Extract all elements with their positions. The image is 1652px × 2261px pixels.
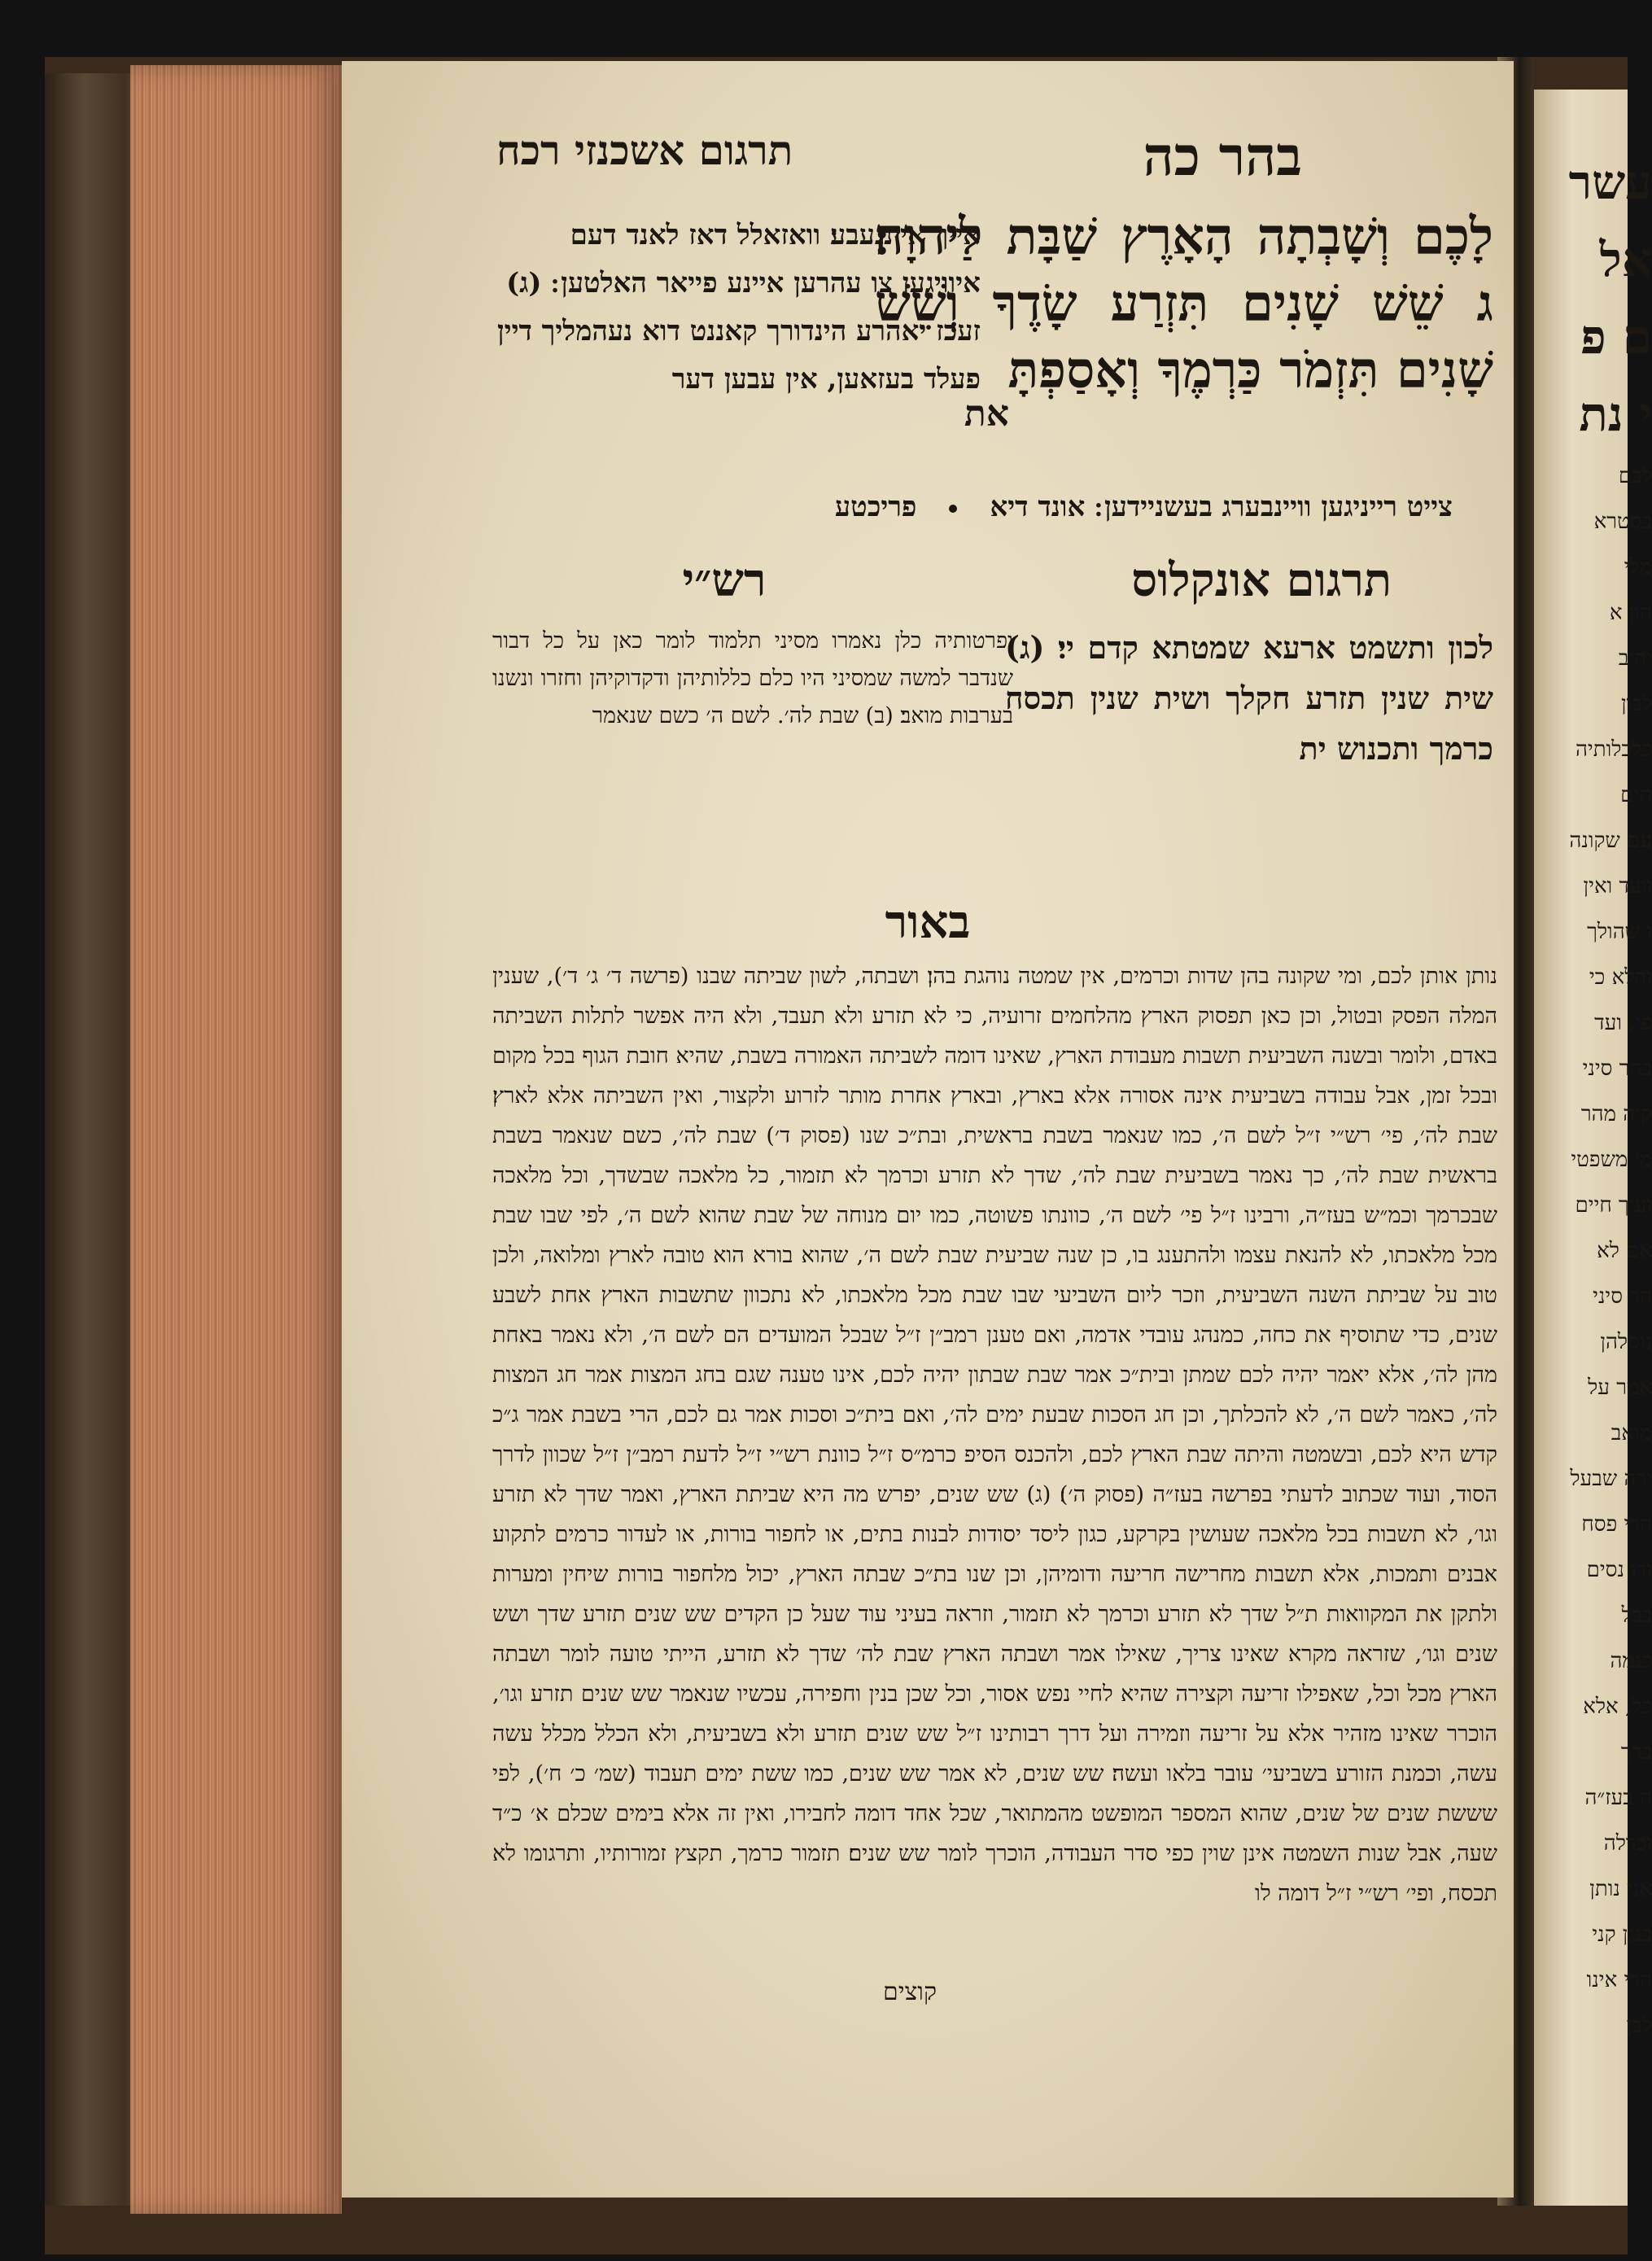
next-page-text-fragment: כלכלותיה — [1575, 737, 1652, 762]
next-page-text-fragment: יהיב — [1618, 646, 1652, 671]
biur-commentary: נותן אותן לכם, ומי שקונה בהן שדות וכרמים, אין שמטה נוהגת בהן׃ ושבתה, לשון שביתה שבנו (פרשה ד׳ ג׳ ד׳), שענין המלה הפסק ובטול, וכן כאן תפסוק הארץ מהלחמים זרועיה, כי לא תזרע ולא תעבד, ולא היה אפשר לתלות השביתה באדם, ולומר ובשנה השביעית תשבות מעבודת הארץ, שאינו דומה לשביתה האמורה בשבת, שהיא חובת הגוף בכל מקום ובכל זמן, אבל עבודה בשביעית אינה אסורה אלא בארץ, ובארץ אחרת מותר לזרוע ולקצור, ואין השביתה אלא לארץ׃ שבת לה׳, פי׳ רש״י ז״ל לשם ה׳, כמו שנאמר בשבת בראשית, ובת״כ שנו (פסוק ד׳) שבת לה׳, כשם שנאמר בשבת בראשית שבת לה׳, כך נאמר בשביעית שבת לה׳, שדך לא תזרע וכרמך לא תזמור, כל מלאכה שבשדך, וכל מלאכה שבכרמך וכמ״ש בעז״ה, ורבינו ז״ל פי׳ לשם ה׳, כוונתו פשוטה, כמו יום מנוחה של שבת שהוא לשם ה׳, לפי שבו שבת מכל מלאכתו, לא להנאת עצמו ולהתענג בו, כן שנה שביעית שבת לשם ה׳, שהוא בורא הוא טובה לארץ ומלואה, ולכן טוב על שביתת השנה השביעית, וזכר ליום השביעי שבו שבת מכל מלאכתו, לא נתכוון שתשבות הארץ אחת לשבע שנים, כדי שתוסיף את כחה, כמנהג עובדי אדמה, ואם טענן רמב״ן ז״ל שבכל המועדים הם לשם ה׳, ולא נאמר באחת מהן לה׳, אלא יאמר יהיה לכם שמתן ובית״כ אמר שבת שבתון יהיה לכם, אינו טענה שגם בחג המצות אמר חג המצות לה׳, כאמר לשם ה׳, לא להכלתך, וכן חג הסכות שבעת ימים לה׳, ואם בית״כ וסכות אמר גם לכם, הרי בשבת אמר ג״כ קדש היא לכם, ובשמטה והיתה שבת הארץ לכם, ולהכנס הסיפ כרמ״ס ז״ל כוונת רש״י ז״ל לדעת רמב״ן ז״ל שכוון לדרך הסוד, ועוד שכתוב לדעתי בפרשה בעז״ה (פסוק ה׳)׃ (ג) שש שנים, יפרש מה היא שביתת הארץ, ואמר שדך לא תזרע וגו׳, לא תשבות בכל מלאכה שעושין בקרקע, כגון ליסד יסודות לבנות בתים, או לחפור בורות, או לעדור כרמים לתקוע אבנים ותמכות, אלא תשבות מחרישה חריעה ודומיהן, וכן שנו בת״כ שבתה הארץ, יכול מלחפור בורות שיחין ומערות ולתקן את המקוואות ת״ל שדך לא תזרע וכרמך לא תזמור, וזראה בעיני עוד שעל כן הקדים שש שנים תזרע שדך ושש שנים וגו׳, שזראה מקרא שאינו צריך, שאילו אמר ושבתה הארץ שבת לה׳ שדך לא תזרע, הייתי טועה לומר ושבתה הארץ מכל וכל, שאפילו זריעה וקצירה שהיא לחיי נפש אסור, וכל שכן בנין וחפירה, עכשיו שנאמר שש שנים תזרע וגו׳, הוכרר שאינו מזהיר אלא על זריעה וזמירה ועל דרך רבותינו ז״ל שש שנים תזרע ולא בשביעית, ולא הכלל מכלל עשה עשה, וכמנת הזורע בשביעי׳ עובר בלאו ועשה׃ שש שנים, לא אמר שש שנים, כמו ששת ימים תעבוד (שמ׳ כ׳ ח׳), לפי שששת שנים של שנים, שהוא המספר המופשט מהמתואר, שכל אחד דומה לחבירו, ואין זה אלא בימים שכלם א׳ כ״ד שעה, אבל שנות השמטה אינן שוין כפי סדר העבודה, הוכרך לומר שש שנים׃ תזמור כרמך, תקצץ זמורותיו, ותרגומו לא תכסח, ופי׳ רש״י ז״ל דומה לו — [492, 964, 1497, 1906]
torah-verse-catchword: את — [964, 393, 1009, 435]
bullet-dot — [949, 505, 957, 513]
next-page-text-fragment: ה בעז״ה — [1584, 1786, 1652, 1810]
next-page-text-fragment: אם לא — [1597, 1239, 1652, 1263]
next-page-text-fragment: נוסלהן — [1600, 1330, 1652, 1354]
next-page-text-fragment: מואב — [1610, 1421, 1652, 1445]
next-page-text-fragment: קיה מהר — [1580, 1102, 1652, 1126]
next-page-text-fragment: הרי פסח — [1581, 1512, 1652, 1537]
next-page-text-fragment: לבון — [1621, 692, 1652, 716]
next-page-text-fragment: מ׳ משפטי — [1571, 1148, 1652, 1172]
yiddish-tail-b: פריכטע — [834, 491, 917, 523]
next-page-text-fragment: אמר על — [1588, 1375, 1652, 1400]
running-header-right: בהר כה — [1143, 125, 1302, 188]
next-page-text-fragment: בכל — [1621, 1603, 1652, 1628]
biur-heading: באור — [885, 895, 971, 949]
next-page-text-fragment: עם שקונה — [1569, 829, 1652, 853]
torah-verse: לָכֶם וְשָׁבְתָה הָאָרֶץ שַׁבָּת לַיהוָה׃ ג שֵׁשׁ שָׁנִים תִּזְרַע שָׂדֶךָ וְשֵׁשׁ שָׁנִים תִּזְמֹר כַּרְמֶךָ וְאָסַפְתָּ — [875, 207, 1493, 400]
next-page-text-fragment: מלי — [1624, 555, 1652, 579]
next-page-fragment — [1534, 90, 1652, 2206]
yiddish-translation-continued — [492, 491, 1453, 523]
next-page-text-fragment: הרי אינו — [1586, 1968, 1652, 1992]
next-page-text-fragment: פי, ועד — [1594, 1011, 1652, 1035]
next-page-text-fragment: ם פ — [1580, 309, 1652, 365]
next-page-text-fragment: ועיך חיים — [1575, 1193, 1652, 1218]
next-page-text-fragment: וועד ואין — [1583, 874, 1652, 899]
next-page-text-fragment: אני נותן — [1589, 1877, 1652, 1901]
next-page-text-fragment: י נת — [1579, 387, 1652, 442]
next-page-text-fragment: ודו נסים — [1586, 1558, 1652, 1582]
rashi-text: ופרטותיה כלן נאמרו מסיני תלמוד לומר כאן על כל דבור שנדבר למשה שמסיני היו כלם כללותיהן ודקדוקיהן וחזרו ונשנו בערבות מואב׃ (ב) שבת לה׳. לשם ה׳ כשם שנאמר — [492, 628, 1013, 728]
next-page-text-fragment: ברך — [1620, 1740, 1652, 1765]
onkelos-text: לכון ותשמט ארעא שמטתא קדם יי׃ (ג) שית שנין תזרע חקלך ושית שנין תכסח כרמך ותכנוש ית — [1005, 629, 1493, 767]
next-page-text-fragment: בהר סיני — [1582, 1056, 1652, 1081]
next-page-text-fragment: ירה שבעל — [1570, 1467, 1652, 1491]
next-page-text-fragment: עשר — [1568, 155, 1652, 210]
next-page-text-fragment: לכם — [1618, 464, 1652, 488]
next-page-text-fragment: הון א — [1609, 601, 1652, 625]
next-page-text-fragment: הר סיני — [1593, 1284, 1652, 1309]
next-page-text-fragment: תים — [1620, 783, 1652, 807]
next-page-text-fragment: והלא כי — [1589, 965, 1652, 990]
next-page-text-fragment: בסטרא — [1593, 509, 1652, 534]
next-page-text-fragment: כנמה — [1610, 1649, 1652, 1673]
book-page — [342, 61, 1514, 2198]
next-page-text-fragment: לבן — [1626, 2014, 1652, 2038]
onkelos-heading: תרגום אונקלוס — [1131, 553, 1392, 607]
next-page-text-fragment: כל, אלא — [1583, 1695, 1652, 1719]
yiddish-tail-a: צייט רייניגען וויינבערג בעשניידען ׃ אונד דיא — [990, 491, 1453, 523]
yiddish-translation: אייך איינגעבע׃ וואזאלל דאז לאנד דעם איוויגען צו עהרען איינע פייאר האלטען ׃ (ג) זעכז יאהרע הינדורך קאננט דוא נעהמליך דיין פעלד בעזאען, אין עבען דער — [496, 219, 981, 396]
next-page-text-fragment: אל — [1599, 232, 1652, 287]
next-page-text-fragment: בנגן קני — [1592, 1922, 1652, 1947]
running-header-left: תרגום אשכנזי רכח — [496, 126, 793, 174]
next-page-text-fragment: ו שהולך — [1587, 920, 1652, 944]
rashi-heading: רש״י — [682, 553, 767, 607]
page-edges — [130, 65, 342, 2214]
catchword: קוצים — [883, 1978, 937, 2006]
next-page-text-fragment: וכרלה — [1603, 1831, 1652, 1856]
